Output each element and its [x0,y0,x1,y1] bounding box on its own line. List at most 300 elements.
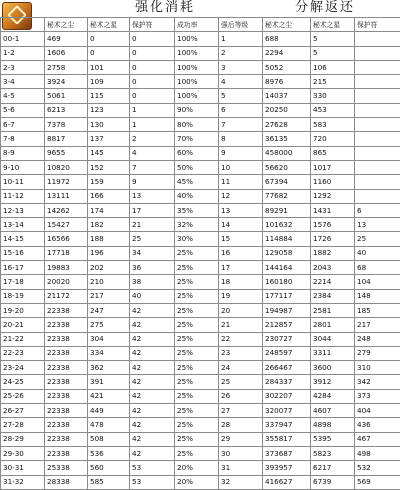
table-cell: 100% [175,89,219,103]
table-row [1,160,400,174]
table-cell: 3600 [311,361,355,375]
table-cell: 9 [130,175,175,189]
table-cell: 1017 [311,160,355,174]
table-cell: 210 [88,275,130,289]
table-cell: 2758 [45,60,88,74]
table-cell: 12 [219,189,263,203]
level-range-cell: 10-11 [1,175,45,189]
table-cell: 36135 [263,132,311,146]
table-cell: 17 [219,261,263,275]
table-cell: 42 [130,432,175,446]
level-range-cell: 8-9 [1,146,45,160]
table-cell: 5823 [311,446,355,460]
table-cell: 104 [355,275,400,289]
level-range-cell: 24-25 [1,375,45,389]
table-cell: 100% [175,46,219,60]
level-range-cell: 12-13 [1,203,45,217]
level-range-cell: 4-5 [1,89,45,103]
table-row [1,346,400,360]
table-cell: 5052 [263,60,311,74]
table-cell: 248597 [263,346,311,360]
table-cell: 6217 [311,461,355,475]
table-cell: 25% [175,389,219,403]
table-cell: 50% [175,160,219,174]
table-cell: 22338 [45,332,88,346]
table-cell: 449 [88,404,130,418]
table-cell: 536 [88,446,130,460]
table-cell: 4284 [311,389,355,403]
table-cell: 177117 [263,289,311,303]
level-range-cell: 11-12 [1,189,45,203]
table-row [1,132,400,146]
table-cell: 114884 [263,232,311,246]
table-cell: 20% [175,461,219,475]
table-cell: 22338 [45,432,88,446]
table-cell: 0 [130,75,175,89]
table-cell: 3 [219,60,263,74]
table-cell [355,103,400,117]
level-range-cell: 15-16 [1,246,45,260]
table-cell: 393957 [263,461,311,475]
table-cell: 196 [88,246,130,260]
level-range-cell: 17-18 [1,275,45,289]
table-cell: 1160 [311,175,355,189]
table-cell: 25338 [45,461,88,475]
table-cell [355,60,400,74]
table-cell: 0 [130,60,175,74]
table-cell: 7 [219,118,263,132]
table-cell: 2801 [311,318,355,332]
table-row [1,32,400,46]
table-row [1,361,400,375]
table-row [1,75,400,89]
table-cell: 2581 [311,303,355,317]
table-cell: 266467 [263,361,311,375]
table-cell: 8 [219,132,263,146]
table-cell: 60% [175,146,219,160]
table-cell: 22338 [45,303,88,317]
table-cell: 23 [219,346,263,360]
table-cell: 10 [219,160,263,174]
table-cell: 4 [130,146,175,160]
table-row [1,332,400,346]
table-cell: 28338 [45,475,88,489]
table-cell: 123 [88,103,130,117]
table-cell: 560 [88,461,130,475]
table-cell: 20% [175,475,219,489]
table-cell: 467 [355,432,400,446]
table-cell: 1606 [45,46,88,60]
table-cell: 166 [88,189,130,203]
level-range-cell: 29-30 [1,446,45,460]
table-cell: 217 [355,318,400,332]
table-cell: 13 [130,189,175,203]
table-cell: 32% [175,218,219,232]
level-range-cell: 1-2 [1,46,45,60]
table-cell: 22338 [45,446,88,460]
table-cell [355,32,400,46]
table-cell: 5061 [45,89,88,103]
table-cell [355,160,400,174]
table-cell: 145 [88,146,130,160]
table-cell: 42 [130,389,175,403]
table-cell: 330 [311,89,355,103]
table-row [1,203,400,217]
table-cell: 148 [355,289,400,303]
table-cell: 310 [355,361,400,375]
table-cell: 109 [88,75,130,89]
table-cell: 68 [355,261,400,275]
table-row [1,289,400,303]
table-cell: 416627 [263,475,311,489]
table-cell: 100% [175,60,219,74]
table-cell: 34 [130,246,175,260]
table-cell [355,89,400,103]
table-cell: 22338 [45,404,88,418]
table-cell: 25% [175,318,219,332]
level-range-cell: 27-28 [1,418,45,432]
column-header: 秘术之尘 [45,18,88,32]
level-range-cell: 00-1 [1,32,45,46]
table-cell: 688 [263,32,311,46]
table-cell: 31 [219,461,263,475]
table-row [1,275,400,289]
table-cell: 53 [130,461,175,475]
table-row [1,146,400,160]
table-cell: 404 [355,404,400,418]
table-cell: 160180 [263,275,311,289]
table-cell: 0 [130,46,175,60]
table-cell: 22338 [45,389,88,403]
table-cell: 25% [175,432,219,446]
table-cell: 188 [88,232,130,246]
table-cell: 478 [88,418,130,432]
table-cell: 2384 [311,289,355,303]
table-cell: 0 [88,46,130,60]
table-cell: 230727 [263,332,311,346]
table-cell: 342 [355,375,400,389]
table-cell: 25% [175,361,219,375]
table-cell: 67394 [263,175,311,189]
table-cell [355,189,400,203]
table-cell: 453 [311,103,355,117]
table-cell: 25 [219,375,263,389]
column-header: 秘术之星 [88,18,130,32]
table-cell: 279 [355,346,400,360]
table-cell: 532 [355,461,400,475]
table-cell: 101632 [263,218,311,232]
table-row [1,89,400,103]
table-cell: 585 [88,475,130,489]
table-cell: 42 [130,318,175,332]
table-cell: 284337 [263,375,311,389]
table-cell: 30 [219,446,263,460]
table-cell: 6 [355,203,400,217]
table-cell: 29 [219,432,263,446]
level-range-cell: 28-29 [1,432,45,446]
table-cell: 2214 [311,275,355,289]
table-row [1,303,400,317]
table-cell: 174 [88,203,130,217]
table-cell: 21 [219,318,263,332]
table-cell: 9 [219,146,263,160]
table-cell: 101 [88,60,130,74]
table-cell: 18 [219,275,263,289]
table-cell: 3924 [45,75,88,89]
table-cell: 1882 [311,246,355,260]
table-cell: 25% [175,275,219,289]
table-cell: 337947 [263,418,311,432]
table-cell: 25% [175,261,219,275]
table-cell: 6739 [311,475,355,489]
table-row [1,218,400,232]
level-range-cell: 6-7 [1,118,45,132]
table-cell: 2 [130,132,175,146]
table-cell: 30% [175,232,219,246]
table-cell: 5 [311,46,355,60]
table-cell [355,118,400,132]
table-row [1,46,400,60]
table-cell: 42 [130,361,175,375]
table-cell: 5 [219,89,263,103]
table-cell: 16566 [45,232,88,246]
table-cell: 217 [88,289,130,303]
table-cell: 6 [219,103,263,117]
table-row [1,389,400,403]
column-header: 秘术之星 [311,18,355,32]
table-cell: 24 [219,361,263,375]
table-cell: 458000 [263,146,311,160]
column-header: 成功率 [175,18,219,32]
table-row [1,261,400,275]
table-cell: 25% [175,332,219,346]
level-range-cell: 9-10 [1,160,45,174]
table-cell: 17718 [45,246,88,260]
table-row [1,60,400,74]
table-row [1,189,400,203]
table-cell: 1 [130,103,175,117]
table-cell: 115 [88,89,130,103]
header-row [1,18,400,32]
table-cell: 469 [45,32,88,46]
table-cell: 38 [130,275,175,289]
level-range-cell: 31-32 [1,475,45,489]
table-cell: 8976 [263,75,311,89]
level-range-cell: 23-24 [1,361,45,375]
table-row [1,318,400,332]
table-cell: 77682 [263,189,311,203]
table-cell: 865 [311,146,355,160]
table-row [1,246,400,260]
table-cell: 22338 [45,346,88,360]
table-row [1,232,400,246]
table-cell: 25% [175,303,219,317]
table-cell: 22 [219,332,263,346]
table-cell: 21172 [45,289,88,303]
table-cell: 569 [355,475,400,489]
table-cell: 53 [130,475,175,489]
table-cell: 42 [130,418,175,432]
table-cell: 100% [175,75,219,89]
table-cell: 7 [130,160,175,174]
table-cell: 90% [175,103,219,117]
table-cell: 25 [130,232,175,246]
table-cell: 100% [175,32,219,46]
level-range-cell: 7-8 [1,132,45,146]
table-cell [355,132,400,146]
table-cell: 14262 [45,203,88,217]
table-cell: 1726 [311,232,355,246]
table-cell: 7378 [45,118,88,132]
table-row [1,446,400,460]
table-cell: 247 [88,303,130,317]
table-cell: 137 [88,132,130,146]
table-cell: 302207 [263,389,311,403]
level-range-cell: 22-23 [1,346,45,360]
table-cell: 19 [219,289,263,303]
table-cell: 3912 [311,375,355,389]
table-row [1,375,400,389]
table-cell: 1 [219,32,263,46]
table-cell: 40 [355,246,400,260]
table-row [1,175,400,189]
table-cell: 14037 [263,89,311,103]
table-cell: 26 [219,389,263,403]
table-cell: 22338 [45,375,88,389]
table-cell: 25 [355,232,400,246]
table-cell: 40 [130,289,175,303]
table-cell [355,175,400,189]
table-cell: 583 [311,118,355,132]
table-row [1,461,400,475]
table-row [1,432,400,446]
table-cell: 5395 [311,432,355,446]
column-header: 秘术之尘 [263,18,311,32]
table-cell: 6213 [45,103,88,117]
table-cell: 11972 [45,175,88,189]
table-cell: 45% [175,175,219,189]
table-cell: 0 [130,32,175,46]
level-range-cell: 20-21 [1,318,45,332]
table-cell: 0 [88,32,130,46]
table-cell: 70% [175,132,219,146]
table-cell: 56620 [263,160,311,174]
table-cell: 498 [355,446,400,460]
table-cell: 13 [219,203,263,217]
table-cell: 21 [130,218,175,232]
table-cell: 11 [219,175,263,189]
table-cell: 22338 [45,318,88,332]
table-cell: 144164 [263,261,311,275]
level-range-cell: 19-20 [1,303,45,317]
table-cell: 16 [219,246,263,260]
table-cell: 42 [130,303,175,317]
enhancement-table [0,17,400,490]
table-cell: 27628 [263,118,311,132]
table-cell: 304 [88,332,130,346]
table-cell: 2294 [263,46,311,60]
table-cell: 13111 [45,189,88,203]
table-cell: 275 [88,318,130,332]
level-range-cell: 13-14 [1,218,45,232]
table-cell: 36 [130,261,175,275]
table-cell: 3311 [311,346,355,360]
table-cell: 1 [130,118,175,132]
table-cell: 2 [219,46,263,60]
table-cell: 4 [219,75,263,89]
enhance-cost-title: 强化消耗 [100,0,230,16]
table-row [1,103,400,117]
table-cell: 248 [355,332,400,346]
table-cell: 42 [130,404,175,418]
table-cell: 25% [175,246,219,260]
level-range-cell: 3-4 [1,75,45,89]
table-cell: 391 [88,375,130,389]
table-cell: 106 [311,60,355,74]
column-header: 强后等级 [219,18,263,32]
table-cell: 28 [219,418,263,432]
table-cell: 1576 [311,218,355,232]
column-header: 保护符 [130,18,175,32]
level-range-cell: 25-26 [1,389,45,403]
table-cell: 421 [88,389,130,403]
table-cell: 89291 [263,203,311,217]
table-cell: 14 [219,218,263,232]
table-cell: 129058 [263,246,311,260]
column-header: 保护符 [355,18,400,32]
level-range-cell: 18-19 [1,289,45,303]
table-cell: 25% [175,289,219,303]
table-cell: 1431 [311,203,355,217]
table-cell: 508 [88,432,130,446]
level-range-cell: 5-6 [1,103,45,117]
table-cell: 182 [88,218,130,232]
table-cell: 17 [130,203,175,217]
table-cell: 35% [175,203,219,217]
table-cell: 320077 [263,404,311,418]
table-cell: 20 [219,303,263,317]
table-cell: 8817 [45,132,88,146]
table-cell: 27 [219,404,263,418]
table-cell: 355817 [263,432,311,446]
column-header [1,18,45,32]
table-cell [355,46,400,60]
level-range-cell: 2-3 [1,60,45,74]
table-cell: 20020 [45,275,88,289]
table-cell: 42 [130,375,175,389]
table-row [1,475,400,489]
table-cell: 130 [88,118,130,132]
table-cell: 42 [130,332,175,346]
table-cell: 25% [175,404,219,418]
table-row [1,418,400,432]
table-cell: 152 [88,160,130,174]
table-row [1,118,400,132]
table-cell: 2043 [311,261,355,275]
level-range-cell: 21-22 [1,332,45,346]
level-range-cell: 14-15 [1,232,45,246]
table-cell: 0 [130,89,175,103]
table-cell: 362 [88,361,130,375]
table-cell: 25% [175,375,219,389]
table-cell: 15 [219,232,263,246]
table-cell: 215 [311,75,355,89]
table-cell: 436 [355,418,400,432]
table-cell: 373 [355,389,400,403]
table-cell: 42 [130,446,175,460]
table-cell: 373687 [263,446,311,460]
table-cell [355,75,400,89]
